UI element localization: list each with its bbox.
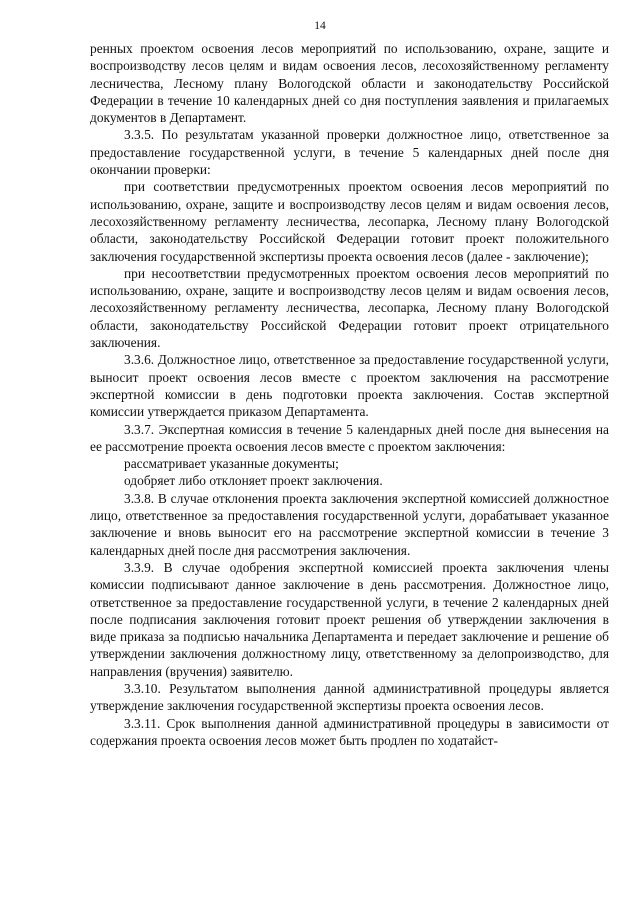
paragraph-continuation: ренных проектом освоения лесов мероприятий по использованию, охране, защите и воспроизводству лесов целям и видам освоения лесов, лесохозяйственному регламенту лесничества, Лесному плану Вологодской области и законодательству Российской Федерации в течение 10 календарных дней со дня поступления заявления и прилагаемых документов в Департамент. (90, 41, 609, 126)
paragraph-positive-conclusion: при соответствии предусмотренных проектом освоения лесов мероприятий по использованию, охране, защите и воспроизводству лесов целям и видам освоения лесов, лесохозяйственному регламенту лесничества, лесопарка, Лесному плану Вологодской области, законодательству Российской Федерации готовит проект положительного заключения государственной экспертизы проекта освоения лесов (далее - заключение); (90, 179, 609, 264)
paragraph-3-3-10: 3.3.10. Результатом выполнения данной административной процедуры является утверждение заключения государственной экспертизы проекта освоения лесов. (90, 680, 609, 714)
paragraph-3-3-6: 3.3.6. Должностное лицо, ответственное за предоставление государственной услуги, выносит проект освоения лесов вместе с проектом заключения на рассмотрение экспертной комиссии в день подготовки проекта заключения. Состав экспертной комиссии утверждается приказом Департамента. (90, 352, 609, 420)
paragraph-3-3-8: 3.3.8. В случае отклонения проекта заключения экспертной комиссией должностное лицо, ответственное за предоставления государственной услуги, дорабатывает указанное заключение и вновь выносит его на рассмотрение экспертной комиссии в течение 3 календарных дней после дня рассмотрения заключения. (90, 490, 609, 558)
paragraph-approve-reject: одобряет либо отклоняет проект заключения. (124, 473, 383, 489)
paragraph-review-documents: рассматривает указанные документы; (124, 456, 339, 472)
paragraph-3-3-11: 3.3.11. Срок выполнения данной административной процедуры в зависимости от содержания проекта освоения лесов может быть продлен по ходатайст- (90, 715, 609, 748)
document-body (90, 40, 609, 749)
paragraph-3-3-5: 3.3.5. По результатам указанной проверки должностное лицо, ответственное за предоставление государственной услуги, в течение 5 календарных дней после дня окончании проверки: (90, 127, 609, 178)
paragraph-3-3-9: 3.3.9. В случае одобрения экспертной комиссией проекта заключения члены комиссии подписывают данное заключение в день рассмотрения. Должностное лицо, ответственное за предоставление государственной услуги, в течение 2 календарных дней после подписания заключения готовит проект решения об утверждении заключения в виде приказа за подписью начальника Департамента и передает заключение и решение об утверждении заключения должностному лицу, ответственному за делопроизводство, для направления (вручения) заявителю. (90, 559, 609, 679)
paragraph-negative-conclusion: при несоответствии предусмотренных проектом освоения лесов мероприятий по использованию, охране, защите и воспроизводству лесов целям и видам освоения лесов, лесохозяйственному регламенту лесничества, лесопарка, Лесному плану Вологодской области, законодательству Российской Федерации готовит проект отрицательного заключения. (90, 265, 609, 351)
paragraph-3-3-7: 3.3.7. Экспертная комиссия в течение 5 календарных дней после дня вынесения на ее рассмотрение проекта освоения лесов вместе с проектом заключения: (90, 421, 609, 454)
page-number: 14 (314, 20, 326, 32)
